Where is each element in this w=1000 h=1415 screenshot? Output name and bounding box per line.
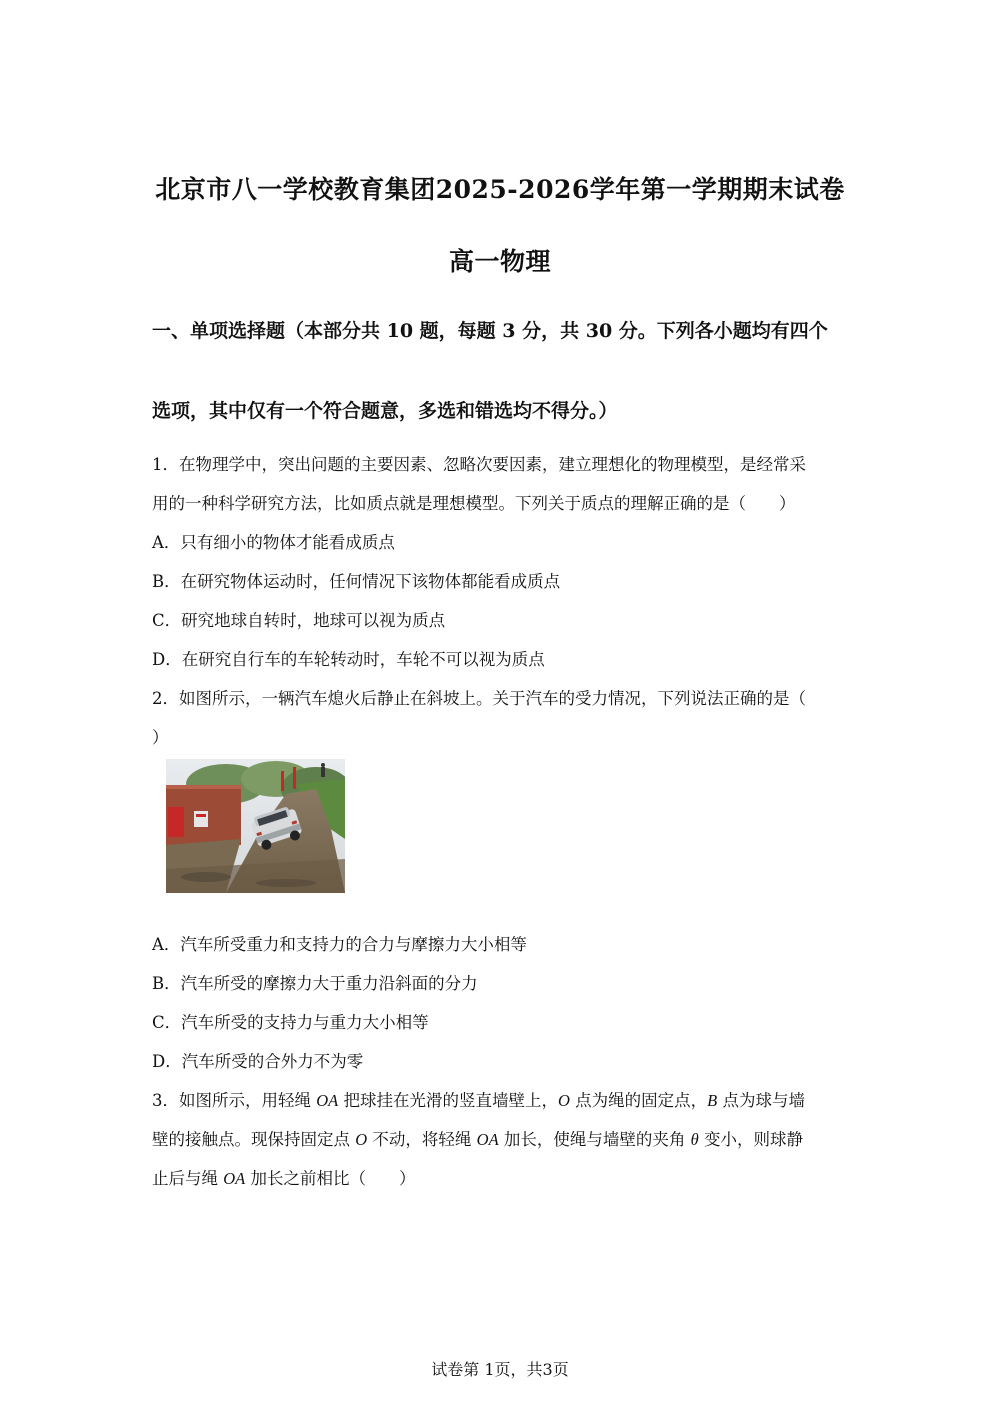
q3-symbol-oa: OA: [223, 1169, 246, 1188]
q3-text: 变小，则球静: [698, 1130, 804, 1149]
q2-stem-line1: 2．如图所示，一辆汽车熄火后静止在斜坡上。关于汽车的受力情况，下列说法正确的是（: [152, 689, 806, 708]
q3-stem-line2: [152, 1126, 852, 1150]
q2-option-a: A．汽车所受重力和支持力的合力与摩擦力大小相等: [152, 935, 527, 954]
exam-subject: 高一物理: [448, 247, 551, 276]
page-footer: 试卷第 1页，共3页: [431, 1360, 569, 1379]
exam-title: 北京市八一学校教育集团2025-2026学年第一学期期末试卷: [155, 175, 845, 204]
q3-symbol-oa: OA: [476, 1130, 499, 1149]
q3-text: 把球挂在光滑的竖直墙壁上，: [338, 1091, 558, 1110]
q3-text: 不动，将轻绳: [367, 1130, 477, 1149]
q1-option-d: D．在研究自行车的车轮转动时，车轮不可以视为质点: [152, 650, 545, 669]
q1-option-a: A．只有细小的物体才能看成质点: [152, 533, 395, 552]
q2-option-b: B．汽车所受的摩擦力大于重力沿斜面的分力: [152, 974, 478, 993]
q3-text: 加长，使绳与墙壁的夹角: [498, 1130, 691, 1149]
q3-symbol-o: O: [558, 1091, 570, 1110]
section-heading-line1: 一、单项选择题（本部分共 10 题，每题 3 分，共 30 分。下列各小题均有四个: [152, 320, 828, 342]
q3-symbol-b: B: [707, 1091, 718, 1110]
q1-stem-line1: 1．在物理学中，突出问题的主要因素、忽略次要因素，建立理想化的物理模型，是经常采: [152, 455, 806, 474]
q3-text: 点为球与墙: [717, 1091, 806, 1110]
car-on-slope-photo: [166, 759, 345, 893]
q1-option-c: C．研究地球自转时，地球可以视为质点: [152, 611, 446, 630]
q2-stem-line2: ）: [152, 728, 169, 747]
q3-stem-line3: [152, 1165, 852, 1189]
q1-stem-line2: 用的一种科学研究方法，比如质点就是理想模型。下列关于质点的理解正确的是（ ）: [152, 494, 796, 513]
q3-stem-line1: [152, 1087, 852, 1111]
q3-symbol-theta: θ: [690, 1130, 699, 1149]
q3-text: 点为绳的固定点，: [569, 1091, 708, 1110]
q2-option-d: D．汽车所受的合外力不为零: [152, 1052, 364, 1071]
section-heading-line2: 选项，其中仅有一个符合题意，多选和错选均不得分。）: [152, 400, 618, 422]
q3-text: 3．如图所示，用轻绳: [152, 1091, 317, 1110]
q3-text: 加长之前相比（ ）: [245, 1169, 416, 1188]
q2-option-c: C．汽车所受的支持力与重力大小相等: [152, 1013, 429, 1032]
q3-text: 壁的接触点。现保持固定点: [152, 1130, 356, 1149]
q1-option-b: B．在研究物体运动时，任何情况下该物体都能看成质点: [152, 572, 561, 591]
q3-text: 止后与绳: [152, 1169, 224, 1188]
q3-symbol-oa: OA: [316, 1091, 339, 1110]
q3-symbol-o: O: [355, 1130, 368, 1149]
